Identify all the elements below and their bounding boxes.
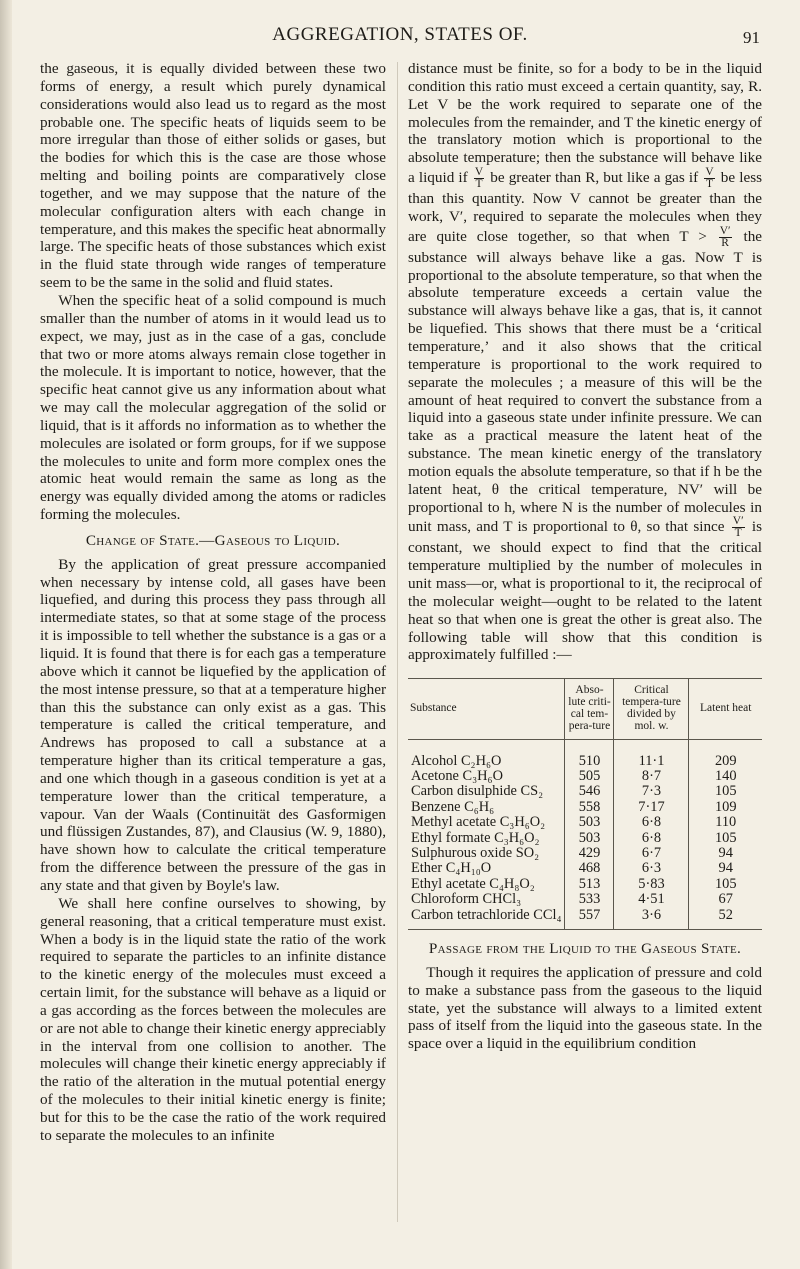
fraction-denominator: T: [705, 178, 714, 191]
cell-critical-ratio: 8·7: [614, 769, 689, 784]
cell-critical-ratio: 3·6: [614, 908, 689, 930]
cell-critical-ratio: 6·8: [614, 831, 689, 846]
fraction-v-over-t: [704, 167, 714, 190]
cell-critical-ratio: 4·51: [614, 892, 689, 907]
running-title: AGGREGATION, STATES OF.: [272, 24, 528, 45]
section-heading: Passage from the Liquid to the Gaseous State.: [428, 939, 742, 957]
table-row: [408, 769, 762, 784]
cell-latent-heat: 52: [689, 908, 762, 930]
paragraph: [408, 60, 762, 664]
page-number: 91: [743, 28, 760, 47]
cell-substance: Methyl acetate C₃H₆O₂: [411, 814, 546, 831]
fraction-vprime-over-t: [732, 516, 745, 539]
table-row: [408, 800, 762, 815]
cell-substance: Ethyl acetate C₄H₈O₂: [411, 875, 535, 892]
cell-substance: Chloroform CHCl₃: [411, 891, 522, 908]
cell-critical-ratio: 6·8: [614, 815, 689, 830]
cell-latent-heat: 209: [689, 739, 762, 769]
column-header-latent-heat: Latent heat: [689, 679, 762, 739]
right-column: [408, 60, 762, 1053]
cell-latent-heat: 105: [689, 784, 762, 799]
text-run: the substance will always behave like a gas. Now T is proportional to the absolute temperature, so that when the absolute temperature exceeds a certain value the substance will always behave like a gas, that is, it cannot be liquefied. This shows that there must be a ‘critical temperature,’ and it also shows that the critical temperature is proportional to the work required to separate the molecules ; a measure of this will be the amount of heat required to convert the substance from a liquid into a gaseous state under infinite pressure. We can take as a practical measure the latent heat of the substance. The mean kinetic energy of the translatory motion equals the absolute temperature, so that if h be the latent heat, θ the critical temperature, NV′ will be proportional to h, where N is the number of molecules in unit mass, and T is proportional to θ, so that since: [408, 227, 763, 536]
critical-temperature-table: [408, 678, 762, 930]
paragraph: Though it requires the application of pressure and cold to make a substance pass from the gaseous to the liquid state, yet the substance will always to a limited extent pass of itself from the liquid into the gaseous state. In the space over a liquid in the equilibrium condition: [408, 963, 762, 1053]
cell-substance: Benzene C₆H₆: [411, 798, 495, 815]
table-row: [408, 861, 762, 876]
fraction-numerator: V: [705, 166, 714, 179]
cell-substance: Sulphurous oxide SO₂: [411, 844, 540, 861]
table-row: [408, 831, 762, 846]
fraction-v-over-t: [474, 167, 484, 190]
table-row: [408, 815, 762, 830]
cell-latent-heat: 140: [689, 769, 762, 784]
table-row: [408, 846, 762, 861]
table-row: [408, 908, 762, 930]
cell-absolute-temperature: 513: [565, 877, 614, 892]
cell-critical-ratio: 5·83: [614, 877, 689, 892]
column-header-absolute-temperature: Abso-lute criti-cal tem-pera-ture: [565, 679, 614, 739]
fraction-numerator: V′: [719, 224, 731, 237]
page-header: [0, 22, 800, 52]
paragraph: the gaseous, it is equally divided between these two forms of energy, a result which purely dynamical considerations would also lead us to regard as the most probable one. The specific heats of liquids seem to be more irregular than those of either solids or gases, but the bodies for which this is the case are those whose melting and boiling points are comparatively close together, and we may suppose that the nature of the molecular configuration alters with each change in temperature, and this makes the specific heat abnormally large. The specific heats of those substances which exist in the fluid state through wide ranges of temperature seem to be the same in the solid and fluid states.: [40, 60, 386, 292]
fraction-numerator: V: [474, 166, 484, 179]
cell-latent-heat: 94: [689, 861, 762, 876]
cell-absolute-temperature: 505: [565, 769, 614, 784]
fraction-denominator: T: [475, 178, 483, 191]
fraction-denominator: T: [734, 527, 742, 540]
cell-absolute-temperature: 546: [565, 784, 614, 799]
cell-absolute-temperature: 510: [565, 739, 614, 769]
fraction-denominator: R: [721, 236, 729, 249]
cell-critical-ratio: 7·3: [614, 784, 689, 799]
column-divider: [397, 62, 398, 1222]
cell-substance: Ethyl formate C₃H₆O₂: [411, 829, 540, 846]
cell-substance: Carbon disulphide CS₂: [411, 783, 544, 800]
section-heading: Change of State.—Gaseous to Liquid.: [85, 531, 341, 549]
left-column: [40, 60, 386, 1145]
cell-critical-ratio: 7·17: [614, 800, 689, 815]
paragraph: We shall here confine ourselves to showing, by general reasoning, that a critical temperature must exist. When a body is in the liquid state the ratio of the work required to separate the particles to an infinite distance to the kinetic energy of the molecules must exceed a certain limit, for the substance will behave as a liquid or a gas according as the forces between the molecules are or are not able to change their kinetic energy appreciably in the interval from one collision to another. The molecules will change their kinetic energy appreciably if the ratio of the alteration in the mutual potential energy of the molecules to their initial kinetic energy is finite; but for this to be the case the ratio of the work required to separate the molecules to an infinite: [40, 894, 386, 1144]
cell-critical-ratio: 11·1: [614, 739, 689, 769]
table-row: [408, 739, 762, 769]
table-row: [408, 784, 762, 799]
cell-latent-heat: 105: [689, 877, 762, 892]
column-header-critical-ratio: Critical tempera-ture divided by mol. w.: [614, 679, 689, 739]
cell-substance: Carbon tetrachloride CCl₄: [408, 908, 565, 930]
cell-absolute-temperature: 503: [565, 815, 614, 830]
cell-latent-heat: 109: [689, 800, 762, 815]
cell-critical-ratio: 6·3: [614, 861, 689, 876]
text-run: distance must be finite, so for a body to be in the liquid condition this ratio must exceed a certain quantity, say, R. Let V be the work required to separate one of the molecules from the remainder, and T the kinetic energy of the translatory motion which is proportional to the absolute temperature; then the substance will behave like a liquid if: [408, 60, 762, 187]
cell-latent-heat: 110: [689, 815, 762, 830]
cell-substance: Alcohol C₂H₆O: [411, 752, 502, 769]
cell-substance: Ether C₄H₁₀O: [411, 860, 492, 877]
column-header-substance: Substance: [408, 679, 565, 739]
cell-latent-heat: 67: [689, 892, 762, 907]
cell-absolute-temperature: 557: [565, 908, 614, 930]
table-header-row: [408, 679, 762, 739]
text-run: be greater than R, but like a gas if: [490, 169, 699, 187]
text-run: be less than this quantity. Now V cannot be greater than the work, V′, required to separate the molecules when they are quite close together, so that when T >: [408, 169, 763, 245]
cell-absolute-temperature: 503: [565, 831, 614, 846]
text-run: is constant, we should expect to find that the critical temperature multiplied by the number of molecules in unit mass—or, what is proportional to it, the reciprocal of the molecular weight—ought to be related to the latent heat so that when one is great the other is great also. The following table will show that this condition is approximately fulfilled :—: [408, 518, 762, 664]
table-row: [408, 877, 762, 892]
paragraph: When the specific heat of a solid compound is much smaller than the number of atoms in it would lead us to expect, we may, just as in the case of a gas, conclude that two or more atoms always remain close together in the molecule. It is important to notice, however, that the specific heat cannot give us any information about what we may call the molecular aggregation of the solid or liquid, that is it affords no information as to whether the molecules are isolated or form groups, for if we suppose the molecules to unite and form more complex ones the atomic heat would remain the same as long as the energy was equally divided among the atoms or radicles forming the molecules.: [40, 291, 386, 524]
cell-substance: Acetone C₃H₆O: [411, 767, 503, 784]
cell-latent-heat: 105: [689, 831, 762, 846]
cell-absolute-temperature: 558: [565, 800, 614, 815]
table-row: [408, 892, 762, 907]
cell-latent-heat: 94: [689, 846, 762, 861]
fraction-numerator: V′: [732, 515, 744, 528]
cell-critical-ratio: 6·7: [614, 846, 689, 861]
cell-absolute-temperature: 533: [565, 892, 614, 907]
cell-absolute-temperature: 429: [565, 846, 614, 861]
binding-shadow: [0, 0, 12, 1269]
cell-absolute-temperature: 468: [565, 861, 614, 876]
fraction-vprime-over-r: [719, 226, 732, 249]
paragraph: By the application of great pressure accompanied when necessary by intense cold, all gases have been liquefied, and during this process they pass through all intermediate states, so that at some stage of the process it is impossible to tell whether the substance is a gas or a liquid. It is found that there is for each gas a temperature above which it cannot be liquefied by the application of the most intense pressure, so that at a temperature higher than this the substance can only exist as a gas. This temperature is called the critical temperature, and Andrews has proposed to call a substance at a temperature higher than its critical temperature a gas, and one which though in a gaseous condition is yet at a temperature lower than the critical temperature, a vapour. Van der Waals (Continuität des Gasformigen und flüssigen Zustandes, 87), and Clausius (W. 9, 1880), have shown how to calculate the critical temperature from the difference between the pressure of the gas in any state and that given by Boyle's law.: [40, 555, 386, 894]
